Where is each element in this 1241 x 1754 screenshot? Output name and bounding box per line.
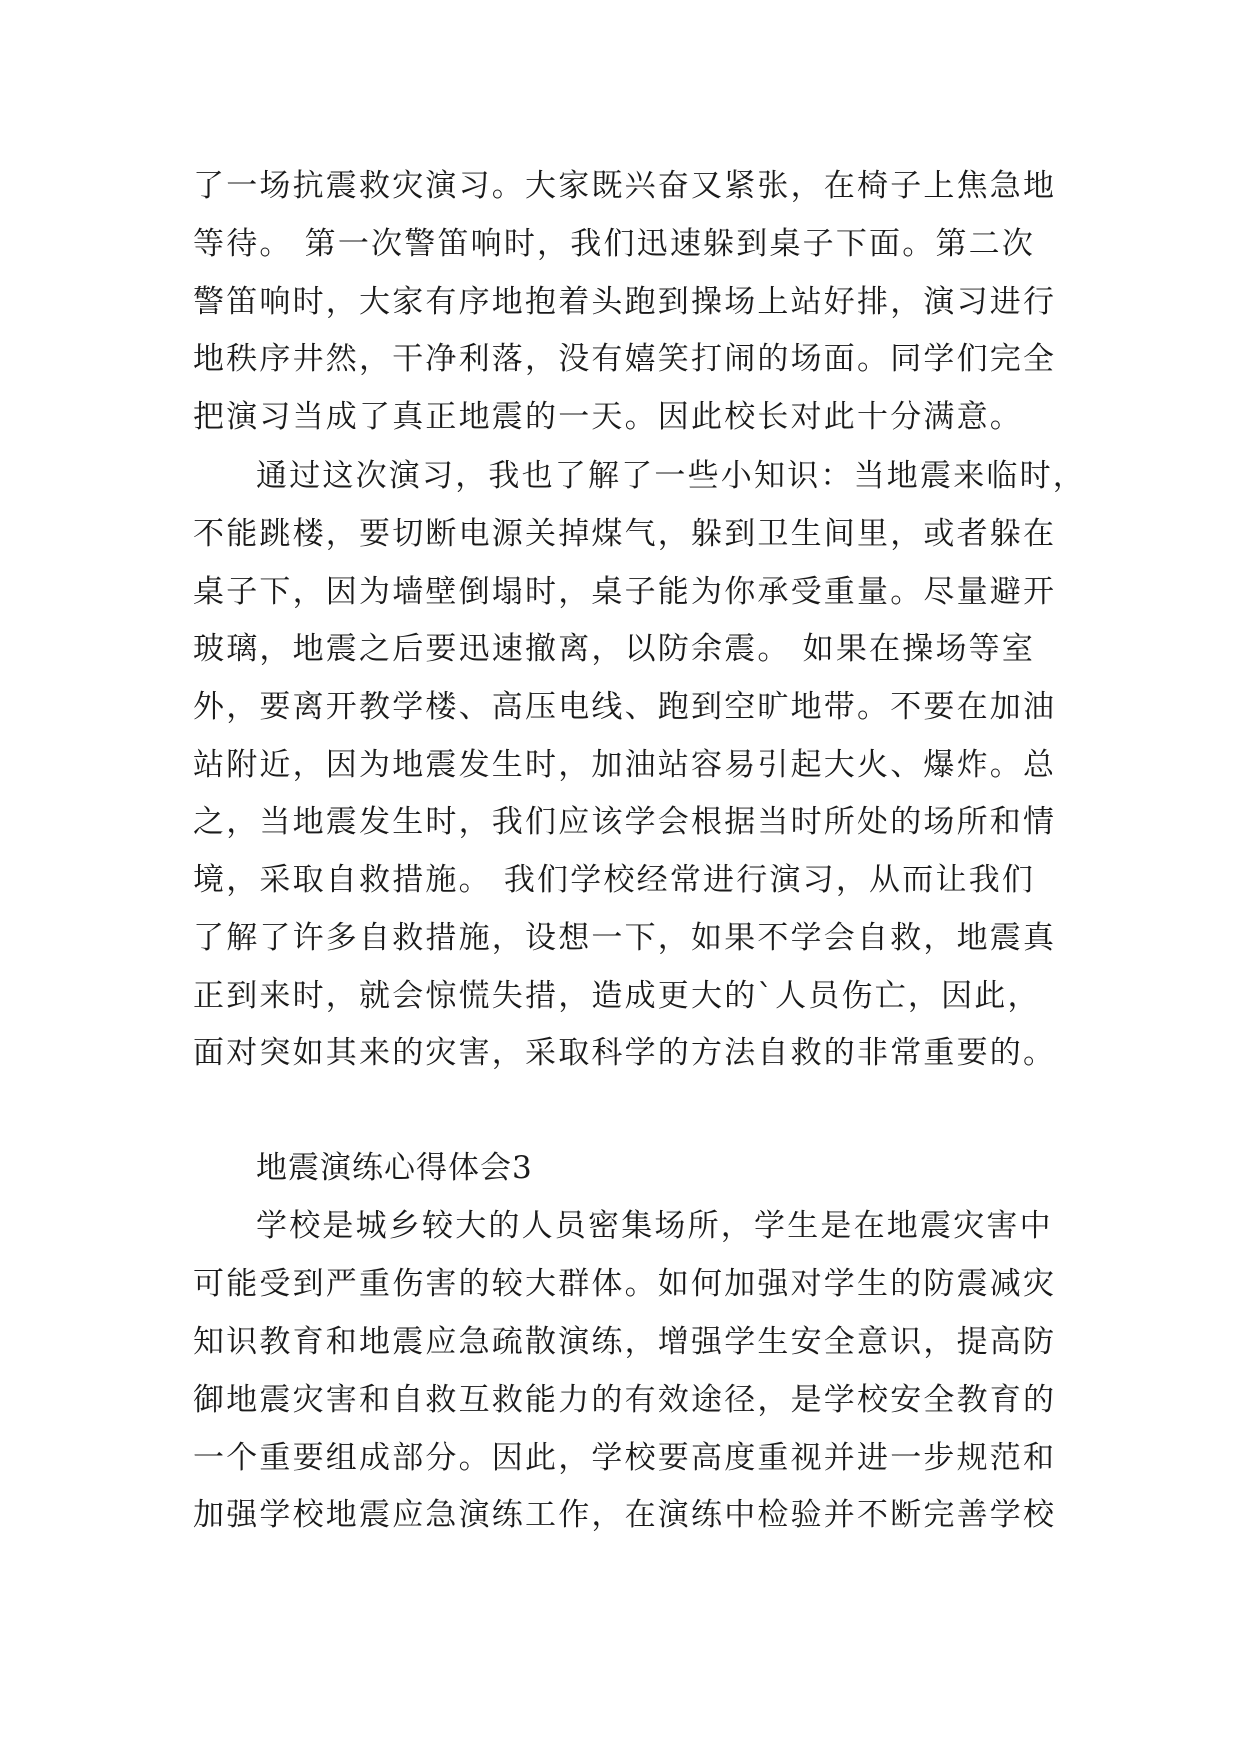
- paragraph-first-line: 学校是城乡较大的人员密集场所，学生是在地震灾害中: [256, 1208, 1053, 1244]
- text-line: 面对突如其来的灾害，采取科学的方法自救的非常重要的。: [193, 1035, 1057, 1071]
- paragraph-first-line: 通过这次演习，我也了解了一些小知识：当地震来临时，: [256, 458, 1086, 494]
- text-line: 一个重要组成部分。因此，学校要高度重视并进一步规范和: [193, 1440, 1057, 1476]
- text-line: 不能跳楼，要切断电源关掉煤气，躲到卫生间里，或者躲在: [193, 516, 1057, 552]
- text-line: 站附近，因为地震发生时，加油站容易引起大火、爆炸。总: [193, 747, 1057, 783]
- text-line: 等待。 第一次警笛响时，我们迅速躲到桌子下面。第二次: [193, 226, 1036, 262]
- text-line: 加强学校地震应急演练工作，在演练中检验并不断完善学校: [193, 1497, 1057, 1533]
- text-line: 了解了许多自救措施，设想一下，如果不学会自救，地震真: [193, 920, 1057, 956]
- text-line: 正到来时，就会惊慌失措，造成更大的`人员伤亡，因此，: [193, 978, 1041, 1014]
- text-line: 可能受到严重伤害的较大群体。如何加强对学生的防震减灾: [193, 1266, 1057, 1302]
- text-line: 把演习当成了真正地震的一天。因此校长对此十分满意。: [193, 399, 1023, 435]
- text-line: 警笛响时，大家有序地抱着头跑到操场上站好排，演习进行: [193, 284, 1057, 320]
- text-line: 了一场抗震救灾演习。大家既兴奋又紧张，在椅子上焦急地: [193, 168, 1057, 204]
- text-line: 之，当地震发生时，我们应该学会根据当时所处的场所和情: [193, 804, 1057, 840]
- text-line: 外，要离开教学楼、高压电线、跑到空旷地带。不要在加油: [193, 689, 1057, 725]
- text-line: 境，采取自救措施。 我们学校经常进行演习，从而让我们: [193, 862, 1036, 898]
- text-line: 地秩序井然，干净利落，没有嬉笑打闹的场面。同学们完全: [193, 341, 1057, 377]
- text-line: 御地震灾害和自救互救能力的有效途径，是学校安全教育的: [193, 1382, 1057, 1418]
- text-line: 桌子下，因为墙壁倒塌时，桌子能为你承受重量。尽量避开: [193, 574, 1057, 610]
- text-line: 知识教育和地震应急疏散演练，增强学生安全意识，提高防: [193, 1324, 1057, 1360]
- text-line: 玻璃，地震之后要迅速撤离，以防余震。 如果在操场等室: [193, 631, 1036, 667]
- section-heading: 地震演练心得体会3: [256, 1150, 533, 1186]
